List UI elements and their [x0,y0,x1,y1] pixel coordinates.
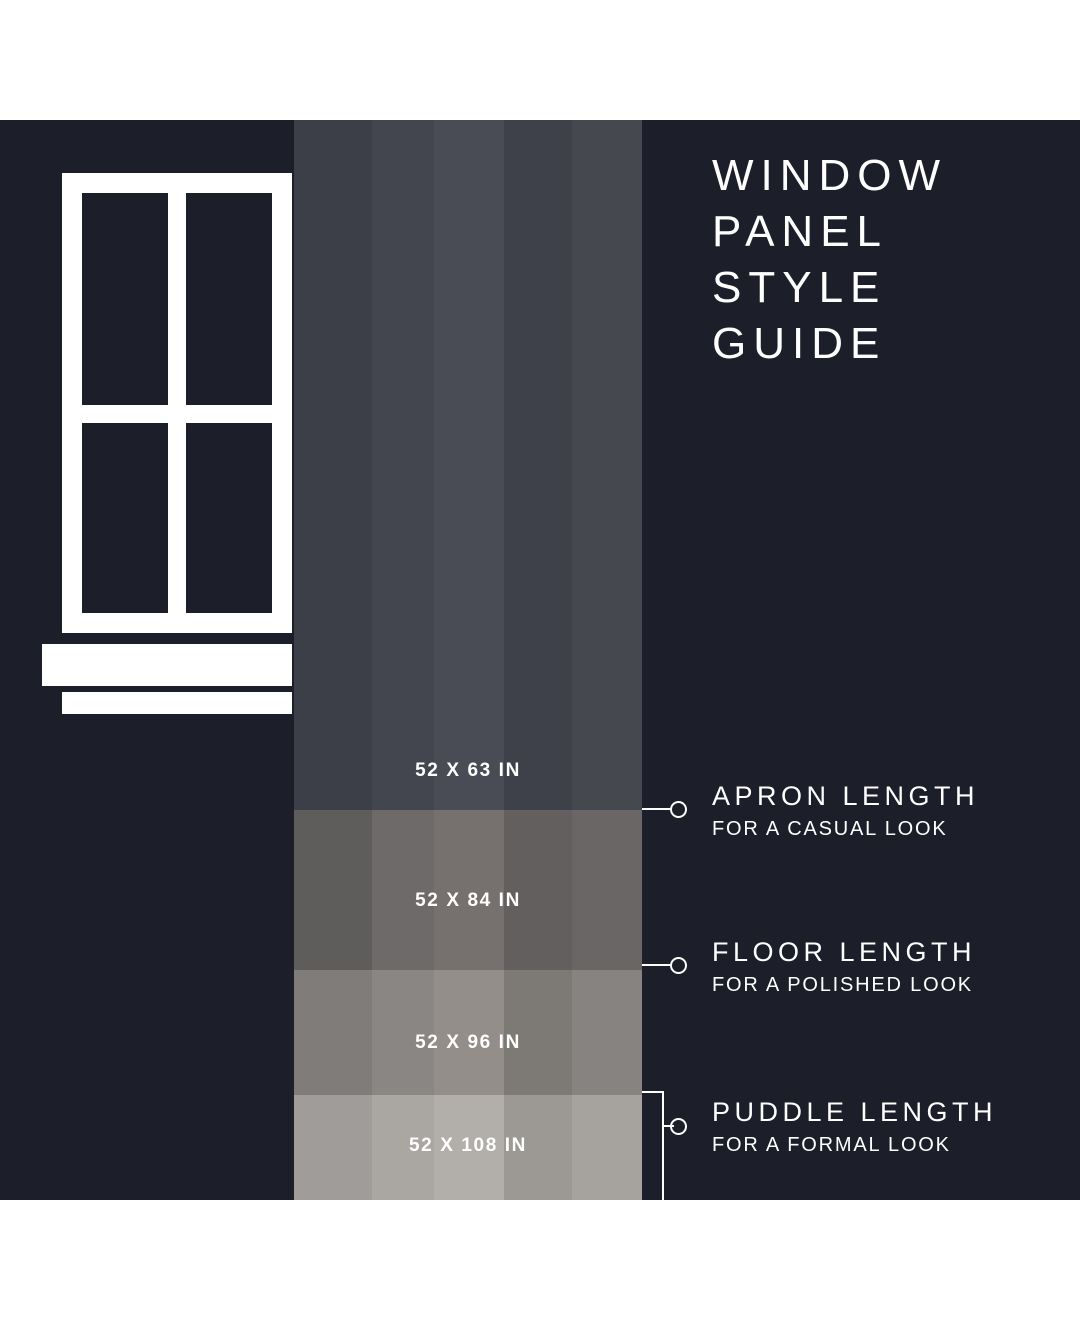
callout-subtitle-floor: FOR A POLISHED LOOK [712,974,973,996]
callout-title-apron: APRON LENGTH [712,781,980,811]
callout-title-puddle: PUDDLE LENGTH [712,1097,998,1127]
panel-fold [434,120,504,810]
callout-dot-floor [670,957,687,974]
panel-fold [372,120,434,810]
panel-size-label-apron: 52 X 63 IN [415,760,521,781]
callout-floor [712,937,976,997]
curtain-panel-stack [294,120,642,1200]
page-title [712,148,947,372]
illustration-board [0,120,1080,1200]
panel-fold [504,120,572,810]
panel-tier-apron [294,120,642,810]
page-title-line-2: PANEL [712,207,889,256]
window-illustration [62,173,292,633]
window-sill-lower [62,692,292,714]
callout-leader-floor [642,964,672,966]
callout-puddle [712,1097,997,1157]
page-title-line-1: WINDOW [712,151,948,200]
panel-size-label-puddle: 52 X 108 IN [409,1135,527,1156]
window-sill-upper [42,644,292,686]
callout-title-floor: FLOOR LENGTH [712,937,977,967]
page-title-line-4: GUIDE [712,319,887,368]
callout-subtitle-apron: FOR A CASUAL LOOK [712,818,948,840]
window-mullion-horizontal [62,405,292,423]
callout-subtitle-puddle: FOR A FORMAL LOOK [712,1134,951,1156]
panel-size-label-floor: 52 X 84 IN [415,890,521,911]
panel-size-label-96: 52 X 96 IN [415,1032,521,1053]
callout-apron [712,781,979,841]
callout-dot-puddle [670,1118,687,1135]
callout-bracket-top [642,1091,664,1093]
callout-bracket-spine [662,1091,664,1200]
panel-fold [294,120,372,810]
window-mullion-vertical [168,173,186,633]
callout-dot-apron [670,801,687,818]
callout-leader-apron [642,808,672,810]
panel-fold [572,120,642,810]
page-title-line-3: STYLE [712,263,887,312]
